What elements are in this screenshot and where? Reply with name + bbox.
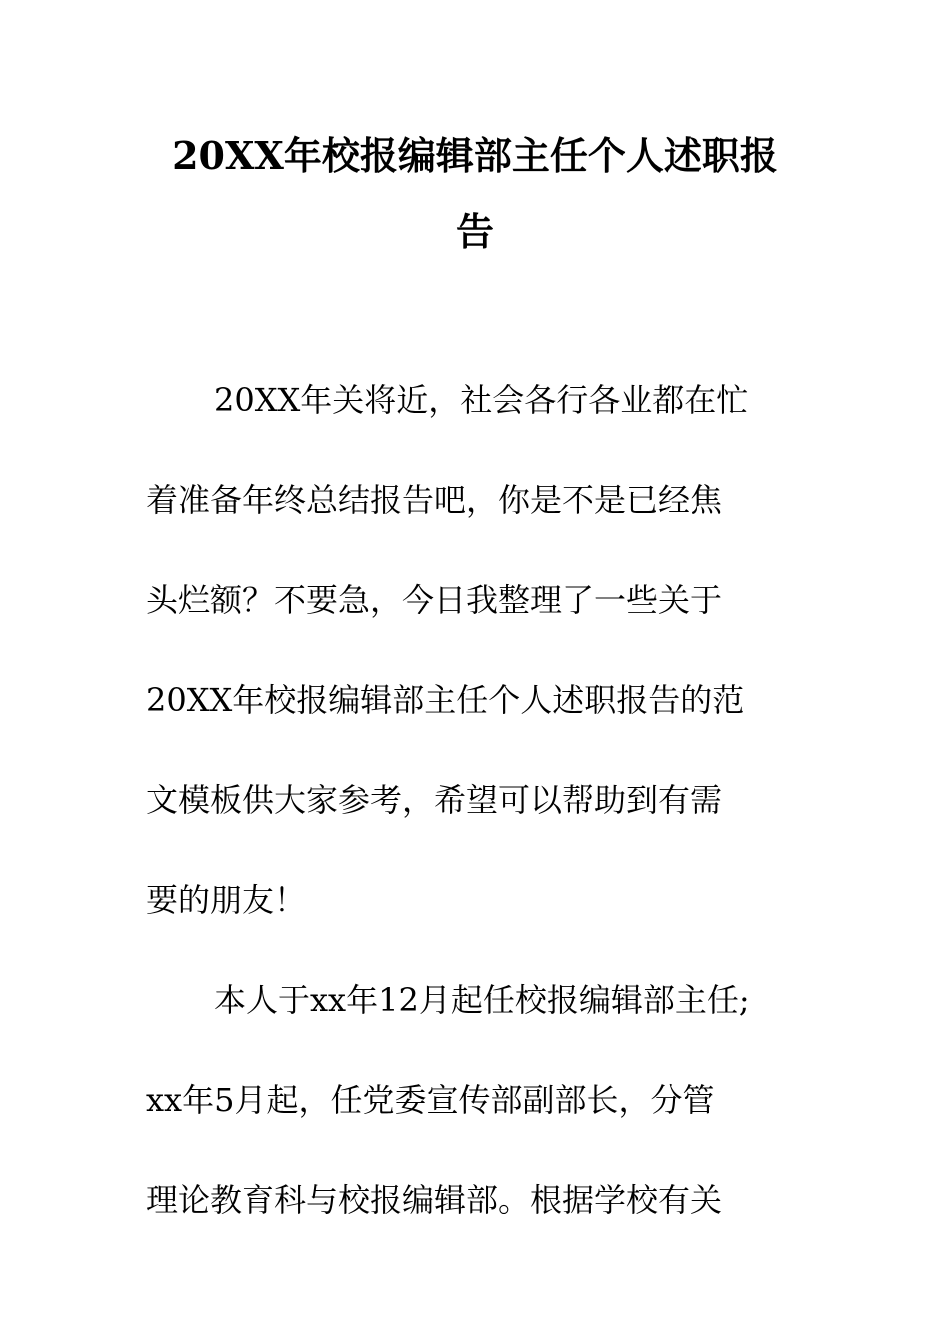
text-line: 文模板供大家参考，希望可以帮助到有需 <box>146 781 723 819</box>
title-line: 20XX年校报编辑部主任个人述职报 <box>172 133 778 178</box>
text-line: 要的朋友！ <box>146 881 307 919</box>
text-line: xx年5月起，任党委宣传部副部长，分管 <box>146 1081 715 1119</box>
text-line: 头烂额？不要急，今日我整理了一些关于 <box>146 581 723 619</box>
document-title <box>150 118 800 270</box>
text-line: 理论教育科与校报编辑部。根据学校有关 <box>146 1181 723 1219</box>
text-line: 20XX年关将近，社会各行各业都在忙 <box>214 381 749 419</box>
text-line: 着准备年终总结报告吧，你是不是已经焦 <box>146 481 723 519</box>
text-line: 20XX年校报编辑部主任个人述职报告的范 <box>146 681 745 719</box>
title-line: 告 <box>455 209 494 254</box>
text-line: 本人于xx年12月起任校报编辑部主任; <box>214 981 750 1019</box>
